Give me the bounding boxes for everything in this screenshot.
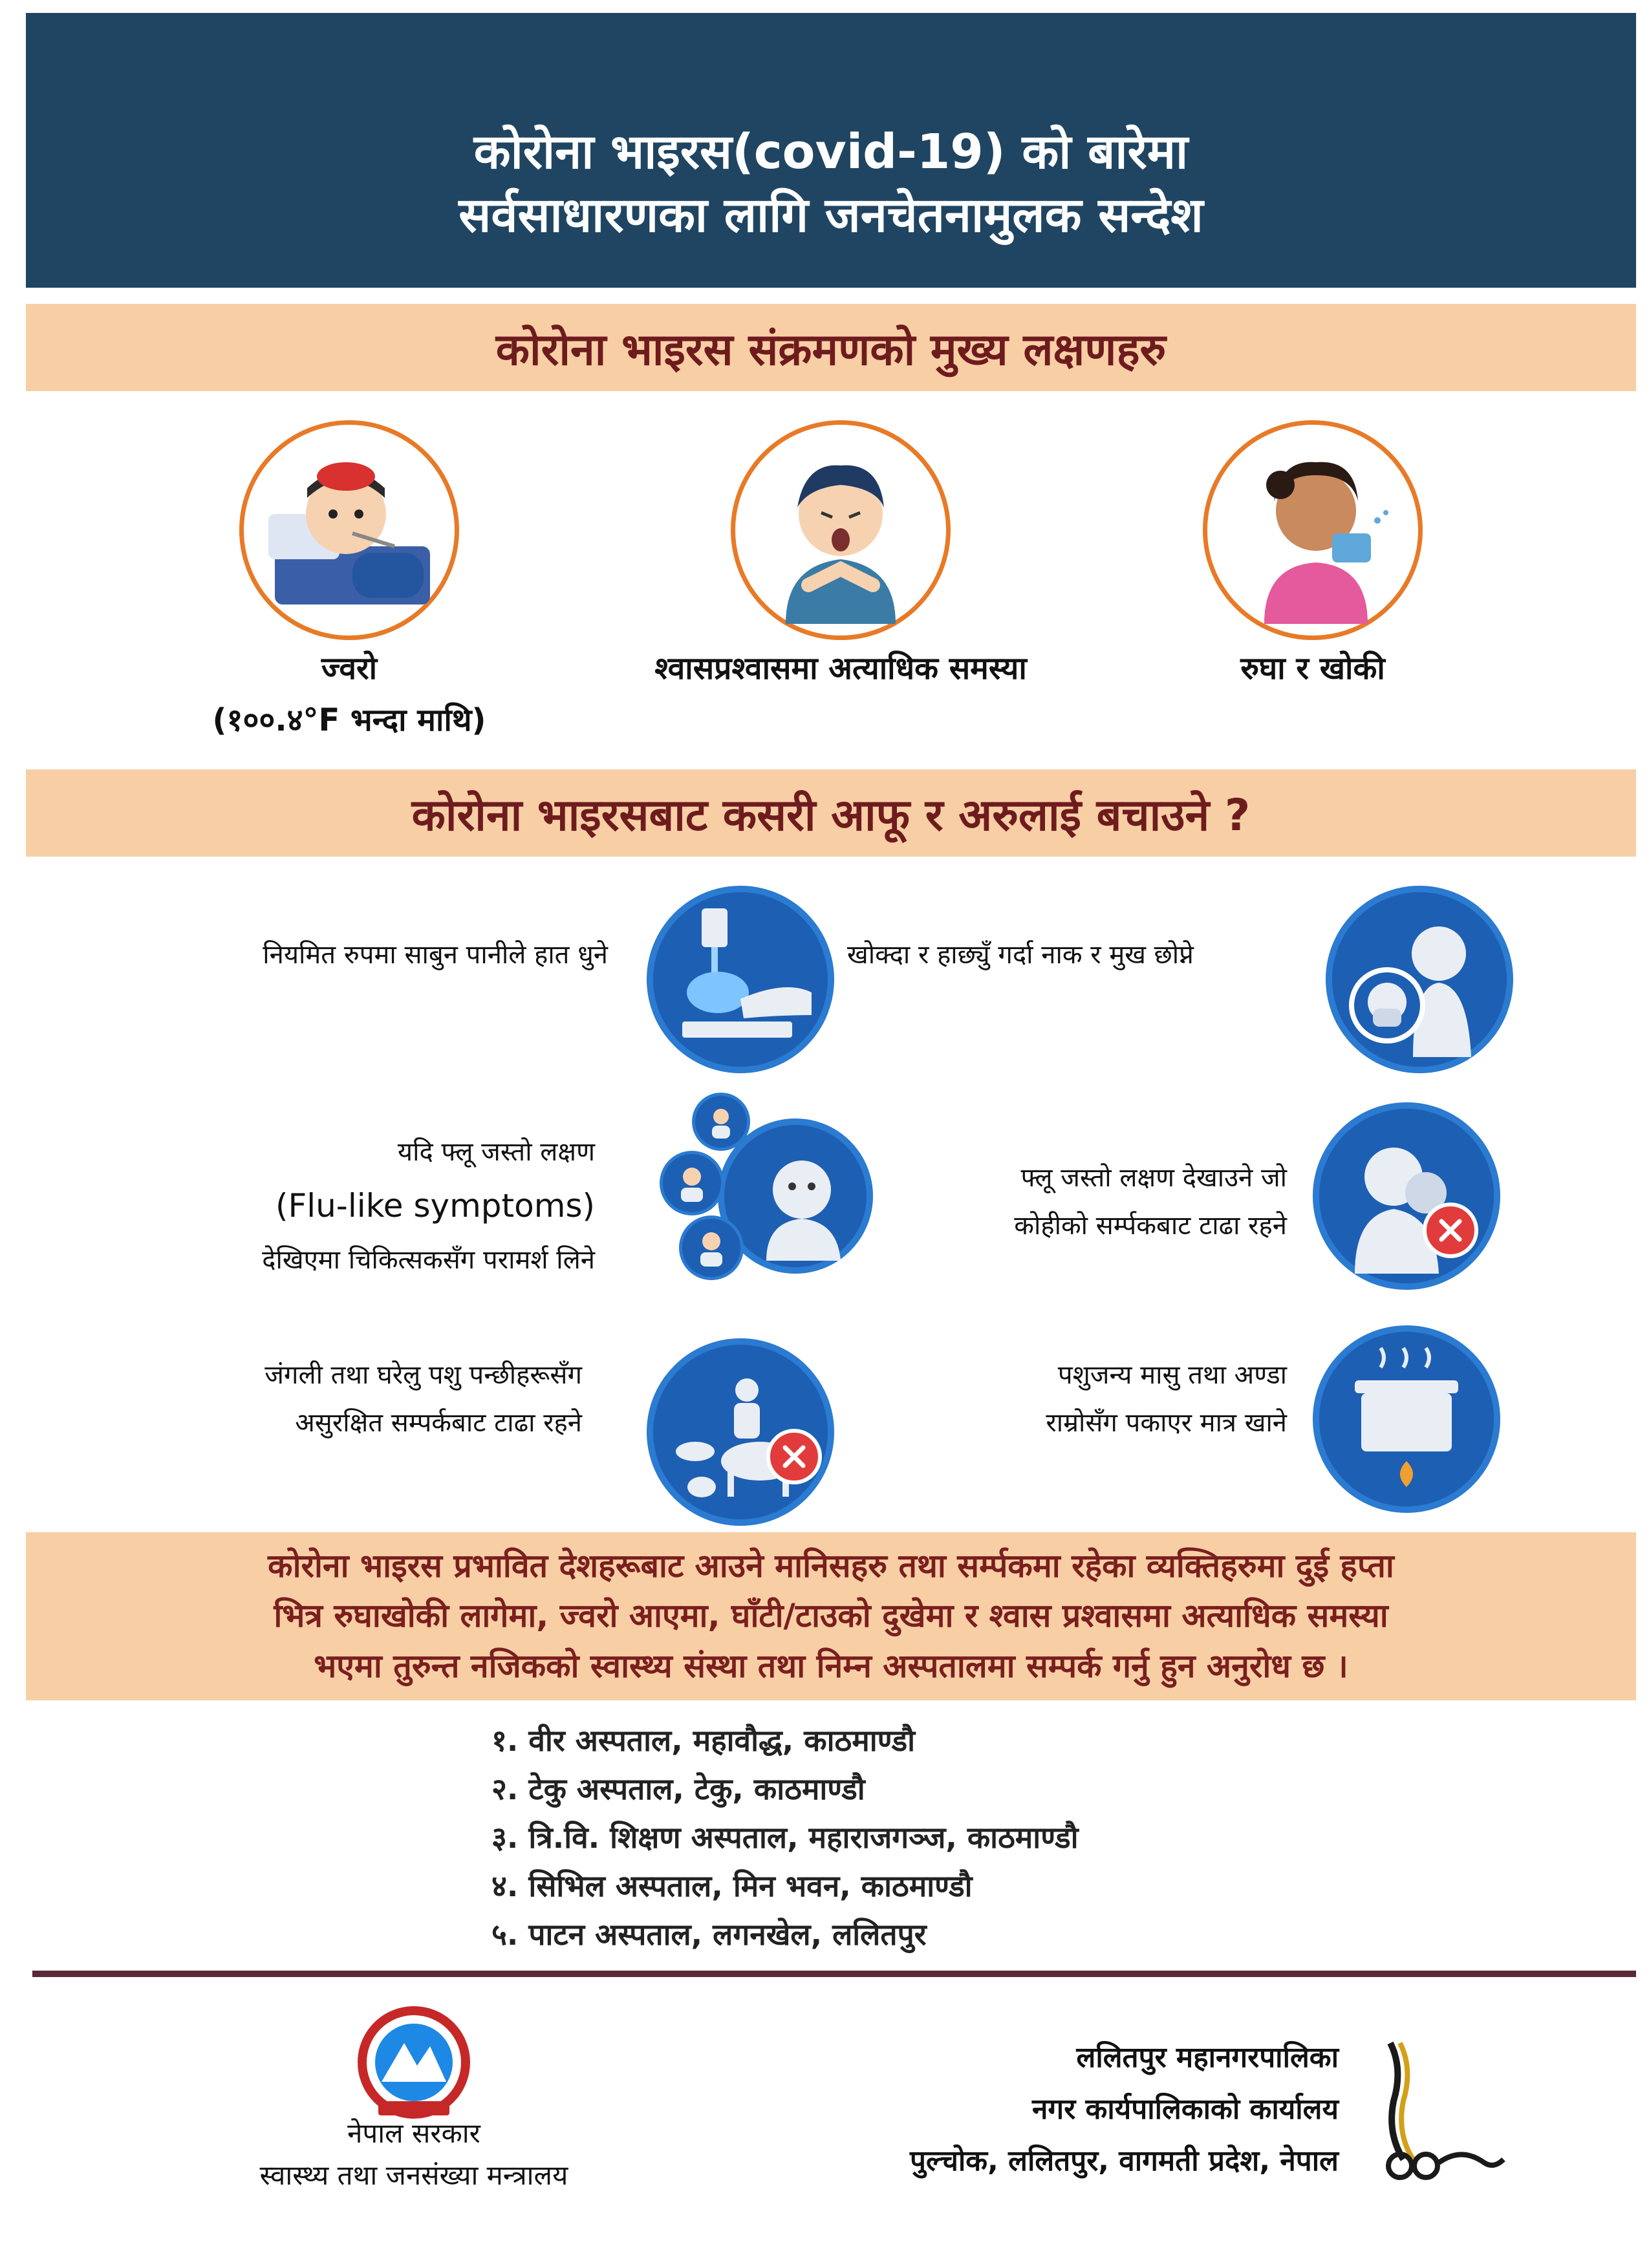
advisory-band xyxy=(26,1532,1636,1700)
prevention-animals-line1: जंगली तथा घरेलु पशु पन्छीहरूसँग xyxy=(264,1360,582,1390)
header-title-line2: सर्वसाधारणका लागि जनचेतनामुलक सन्देश xyxy=(458,187,1203,243)
hospital-item-3: ३. त्रि.वि. शिक्षण अस्पताल, महाराजगञ्ज, काठमाण्डौ xyxy=(491,1820,1079,1855)
prevention-heading-band xyxy=(26,769,1636,857)
hospital-item-4: ४. सिभिल अस्पताल, मिन भवन, काठमाण्डौ xyxy=(491,1868,973,1903)
prevention-avoid-contact-text xyxy=(789,1154,1287,1250)
lalitpur-municipality-logo xyxy=(1364,2030,1513,2185)
prevention-consult-line3: देखिएमा चिकित्सकसँग परामर्श लिने xyxy=(262,1245,595,1275)
footer-left-line1: नेपाल सरकार xyxy=(347,2117,480,2149)
emblem-icon xyxy=(349,1998,479,2127)
prevention-handwash-text xyxy=(78,931,608,979)
municipality-logo-icon xyxy=(1364,2030,1513,2185)
cough-illustration xyxy=(1203,420,1423,640)
person-icon xyxy=(669,1161,715,1206)
person-icon xyxy=(689,1225,734,1270)
footer-left-line2: स्वास्थ्य तथा जनसंख्या मन्त्रालय xyxy=(259,2159,568,2191)
footer-right-line2: नगर कार्यपालिकाको कार्यालय xyxy=(1032,2093,1339,2126)
breathing-illustration xyxy=(731,420,951,640)
consult-bubble-2 xyxy=(660,1151,724,1215)
cover-mouth-icon xyxy=(1342,902,1497,1057)
handwash-illustration xyxy=(647,886,834,1073)
prevention-cook-line2: राम्रोसँग पकाएर मात्र खाने xyxy=(1046,1408,1287,1438)
symptom-fever-sublabel: (१००.४°F भन्दा माथि) xyxy=(212,702,486,738)
symptom-cough-label: रुघा र खोकी xyxy=(1240,650,1385,687)
cross-icon xyxy=(1436,1216,1465,1245)
prevention-consult-line1: यदि फ्लू जस्तो लक्षण xyxy=(397,1137,595,1167)
header-banner xyxy=(26,13,1636,288)
header-title-line1: कोरोना भाइरस(covid-19) को बारेमा xyxy=(473,124,1189,180)
cooking-illustration xyxy=(1313,1325,1500,1513)
hospital-item-2: २. टेकु अस्पताल, टेकु, काठमाण्डौ xyxy=(491,1771,865,1806)
advisory-line1: कोरोना भाइरस प्रभावित देशहरूबाट आउने मानिसहरु तथा सर्म्पकमा रहेका व्यक्तिहरुमा दुई हप्ता xyxy=(268,1546,1394,1585)
advisory-line3: भएमा तुरुन्त नजिकको स्वास्थ्य संस्था तथा निम्न अस्पतालमा सम्पर्क गर्नु हुन अनुरोध छ । xyxy=(314,1647,1348,1685)
cover-mouth-illustration xyxy=(1326,886,1513,1073)
person-icon xyxy=(702,1102,740,1141)
consult-bubble-3 xyxy=(679,1215,744,1280)
avoid-contact-cross-icon xyxy=(1423,1203,1478,1258)
avoid-contact-illustration xyxy=(1313,1102,1500,1290)
prevention-consult-line2: (Flu-like symptoms) xyxy=(275,1187,595,1225)
footer-right-line1: ललितपुर महानगरपालिका xyxy=(1076,2041,1339,2074)
prevention-heading: कोरोना भाइरसबाट कसरी आफू र अरुलाई बचाउने ? xyxy=(411,790,1251,841)
handwash-icon xyxy=(663,902,818,1057)
cooking-pot-icon xyxy=(1329,1342,1484,1497)
prevention-cook-line1: पशुजन्य मासु तथा अण्डा xyxy=(1057,1360,1287,1390)
cross-icon xyxy=(780,1442,808,1471)
footer-right-line3: पुल्चोक, ललितपुर, वागमती प्रदेश, नेपाल xyxy=(909,2145,1339,2177)
hospital-item-5: ५. पाटन अस्पताल, लगनखेल, ललितपुर xyxy=(491,1917,927,1952)
prevention-consult-text xyxy=(78,1128,595,1284)
fever-illustration xyxy=(239,420,459,640)
prevention-cover-line: खोक्दा र हाछ्युँ गर्दा नाक र मुख छोप्ने xyxy=(847,940,1194,970)
prevention-handwash-line: नियमित रुपमा साबुन पानीले हात धुने xyxy=(263,940,608,970)
hospital-item-1: १. वीर अस्पताल, महावौद्ध, काठमाण्डौ xyxy=(491,1723,916,1758)
symptom-fever-label: ज्वरो xyxy=(321,650,378,687)
symptoms-heading: कोरोना भाइरस संक्रमणको मुख्य लक्षणहरु xyxy=(495,325,1167,376)
prevention-avoid-contact-line2: कोहीको सर्म्पकबाट टाढा रहने xyxy=(1014,1211,1287,1241)
symptom-breathing-label: श्वासप्रश्वासमा अत्याधिक समस्या xyxy=(654,650,1027,687)
cough-girl-icon xyxy=(1219,436,1406,624)
prevention-animals-text xyxy=(78,1351,582,1447)
consult-bubble-1 xyxy=(692,1093,750,1151)
fever-child-icon xyxy=(255,436,443,624)
advisory-line2: भित्र रुघाखोकी लागेमा, ज्वरो आएमा, घाँटी/टाउको दुखेमा र श्वास प्रश्वासमा अत्याधिक समस्या xyxy=(274,1597,1388,1635)
prevention-cover-text xyxy=(847,931,1313,979)
breathing-difficulty-icon xyxy=(747,436,934,624)
prevention-animals-line2: असुरक्षित सम्पर्कबाट टाढा रहने xyxy=(295,1408,582,1438)
prevention-avoid-contact-line1: फ्लू जस्तो लक्षण देखाउने जो xyxy=(1020,1163,1287,1193)
footer-divider xyxy=(32,1971,1636,1977)
prevention-cook-text xyxy=(841,1351,1287,1447)
symptoms-heading-band xyxy=(26,304,1636,391)
nepal-government-emblem xyxy=(349,1998,479,2127)
animals-cross-icon xyxy=(766,1429,822,1484)
